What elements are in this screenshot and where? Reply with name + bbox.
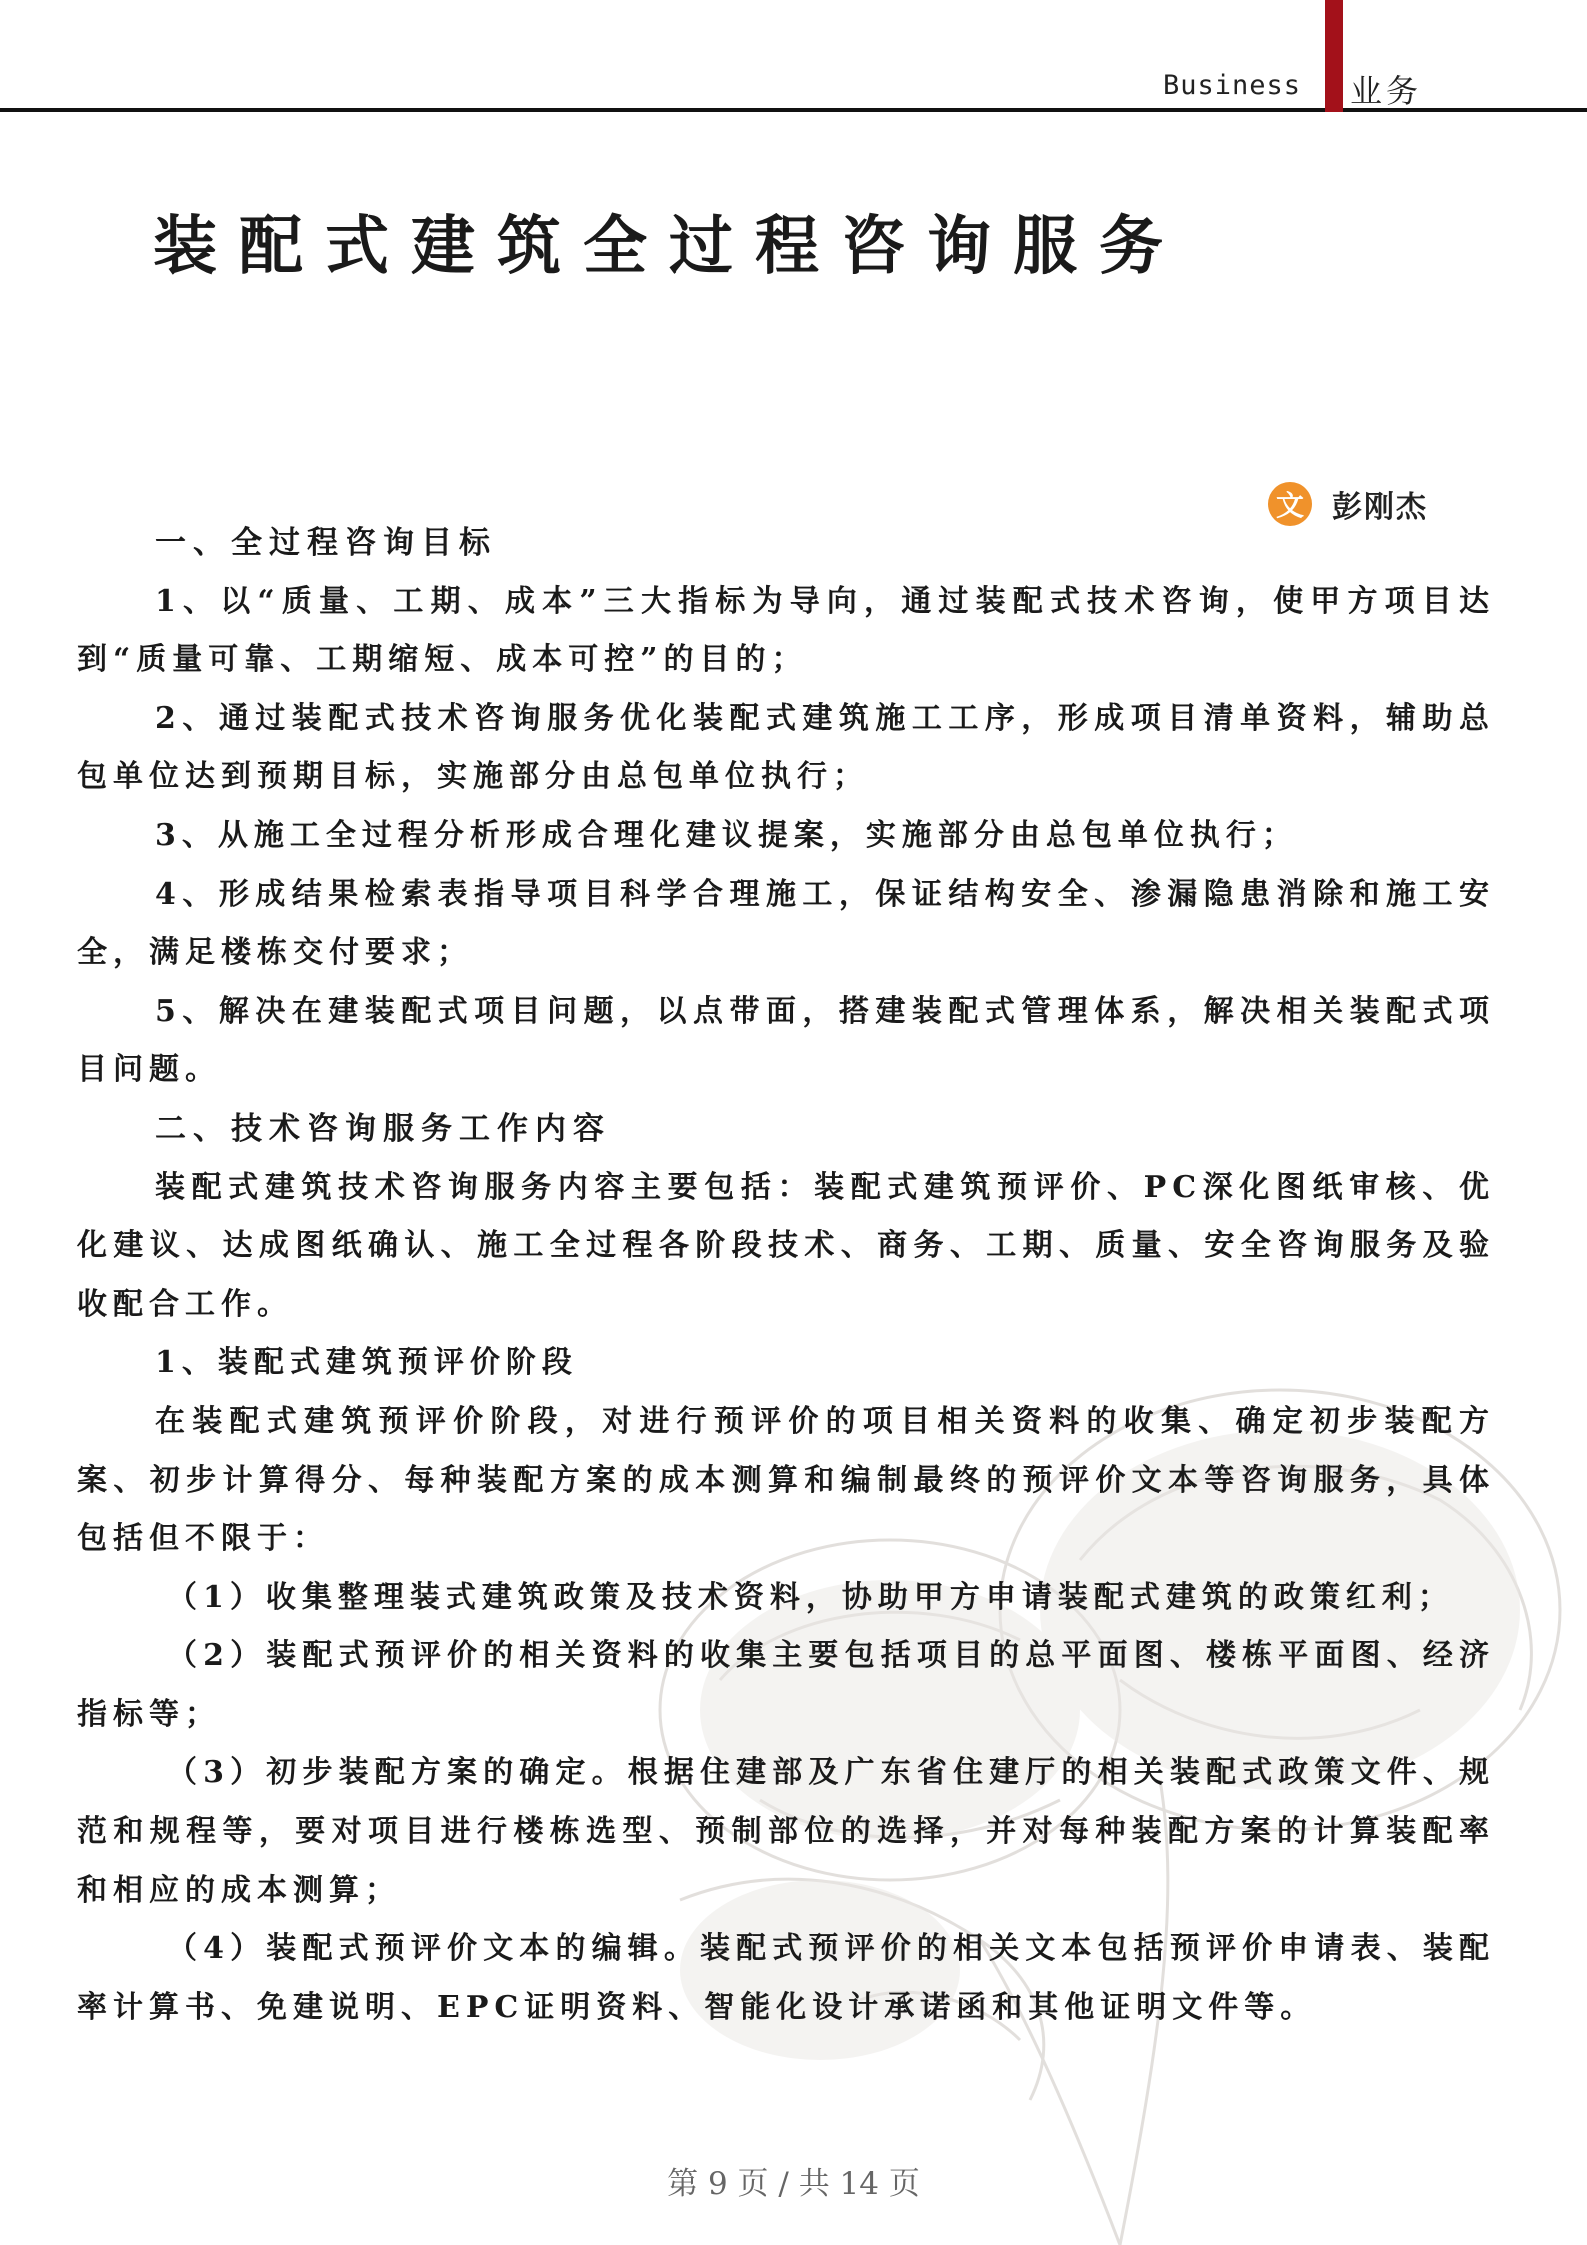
header-accent-bar	[1325, 0, 1343, 112]
header-section-en: Business	[1163, 70, 1302, 101]
list-item: （2）装配式预评价的相关资料的收集主要包括项目的总平面图、楼栋平面图、经济指标等；	[77, 1638, 1495, 1732]
article-title: 装配式建筑全过程咨询服务	[153, 209, 1185, 284]
paragraph: 在装配式建筑预评价阶段，对进行预评价的项目相关资料的收集、确定初步装配方案、初步计算得分、每种装配方案的成本测算和编制最终的预评价文本等咨询服务，具体包括但不限于：	[77, 1403, 1495, 1557]
paragraph: 装配式建筑技术咨询服务内容主要包括：装配式建筑预评价、PC深化图纸审核、优化建议、达成图纸确认、施工全过程各阶段技术、商务、工期、质量、安全咨询服务及验收配合工作。	[77, 1169, 1495, 1322]
list-item: （4）装配式预评价文本的编辑。装配式预评价的相关文本包括预评价申请表、装配率计算书、免建说明、EPC证明资料、智能化设计承诺函和其他证明文件等。	[77, 1931, 1495, 2025]
paragraph: 4、形成结果检索表指导项目科学合理施工，保证结构安全、渗漏隐患消除和施工安全，满足楼栋交付要求；	[77, 876, 1495, 971]
article-body	[77, 514, 1495, 2037]
paragraph: 3、从施工全过程分析形成合理化建议提案，实施部分由总包单位执行；	[155, 817, 1298, 853]
list-item: （1）收集整理装式建筑政策及技术资料，协助甲方申请装配式建筑的政策红利；	[167, 1579, 1454, 1615]
paragraph: 1、以“质量、工期、成本”三大指标为导向，通过装配式技术咨询，使甲方项目达到“质量可靠、工期缩短、成本可控”的目的；	[77, 583, 1495, 678]
page-header	[0, 0, 1587, 115]
section-heading-content: 二、技术咨询服务工作内容	[155, 1110, 611, 1147]
section-heading-goals: 一、全过程咨询目标	[155, 525, 497, 561]
author-name: 彭刚杰	[1332, 490, 1428, 525]
author-badge: 文	[1268, 482, 1312, 526]
header-rule	[0, 108, 1587, 112]
page-number: 第 9 页 / 共 14 页	[667, 2166, 920, 2202]
paragraph: 5、解决在建装配式项目问题，以点带面，搭建装配式管理体系，解决相关装配式项目问题。	[77, 993, 1495, 1088]
page-footer	[0, 2158, 1587, 2203]
paragraph: 2、通过装配式技术咨询服务优化装配式建筑施工工序，形成项目清单资料，辅助总包单位达到预期目标，实施部分由总包单位执行；	[77, 700, 1495, 795]
list-item: （3）初步装配方案的确定。根据住建部及广东省住建厅的相关装配式政策文件、规范和规程等，要对项目进行楼栋选型、预制部位的选择，并对每种装配方案的计算装配率和相应的成本测算；	[77, 1755, 1495, 1908]
subsection-heading: 1、装配式建筑预评价阶段	[155, 1345, 578, 1381]
header-section-cn: 业务	[1350, 72, 1423, 110]
